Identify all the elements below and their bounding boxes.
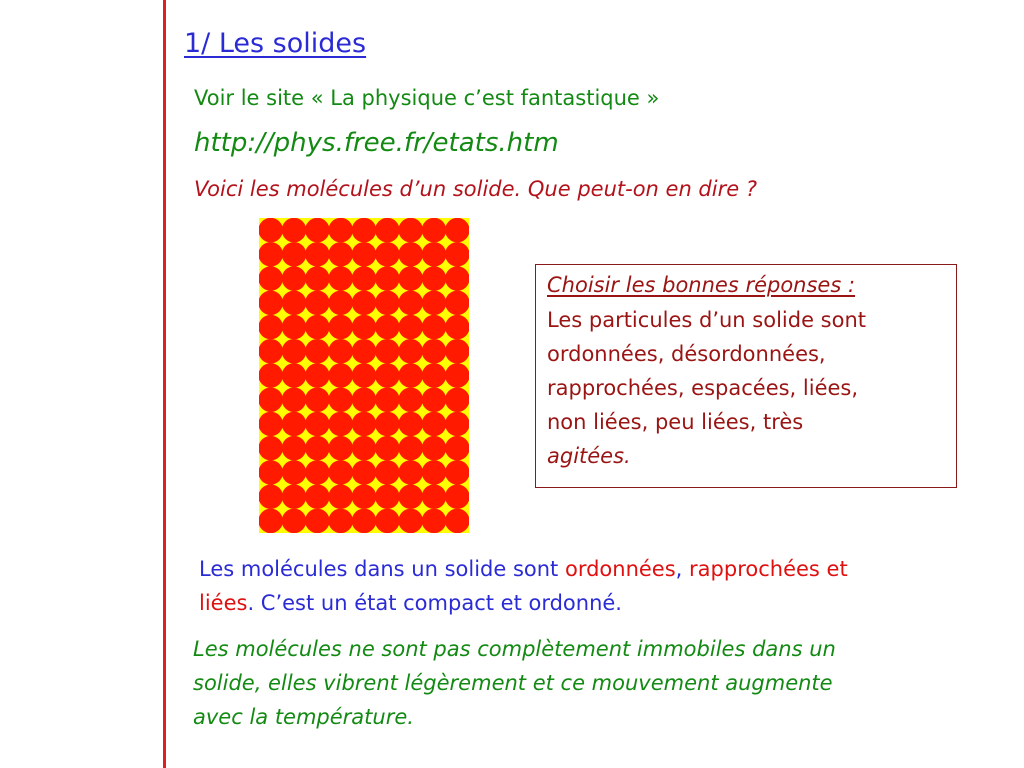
- molecule: [445, 242, 469, 267]
- molecule: [328, 218, 353, 242]
- molecule: [352, 266, 377, 291]
- molecule: [259, 436, 283, 461]
- molecule: [282, 315, 307, 340]
- molecule: [445, 218, 469, 242]
- vibration-note: [193, 632, 1003, 734]
- molecule: [422, 315, 447, 340]
- molecule: [422, 387, 447, 412]
- molecule: [328, 412, 353, 437]
- answer-text: [199, 552, 1009, 620]
- molecule: [259, 266, 283, 291]
- choice-box: [535, 264, 957, 488]
- choice-options-4: agitées.: [547, 444, 631, 468]
- molecule: [422, 460, 447, 485]
- molecule: [422, 339, 447, 364]
- molecule: [398, 291, 423, 316]
- molecule: [375, 412, 400, 437]
- molecule: [352, 218, 377, 242]
- molecule: [305, 412, 330, 437]
- choice-body: [547, 303, 946, 473]
- molecule: [305, 509, 330, 533]
- molecule: [305, 291, 330, 316]
- molecule: [328, 460, 353, 485]
- molecule: [282, 460, 307, 485]
- molecule: [375, 339, 400, 364]
- molecule: [398, 339, 423, 364]
- molecule: [328, 363, 353, 388]
- molecule: [328, 339, 353, 364]
- molecule: [445, 339, 469, 364]
- answer-part1: Les molécules dans un solide sont: [199, 557, 565, 581]
- molecule: [352, 460, 377, 485]
- molecule: [328, 436, 353, 461]
- molecule: [422, 291, 447, 316]
- solid-molecule-lattice: [259, 218, 469, 533]
- molecule: [305, 387, 330, 412]
- molecule: [305, 315, 330, 340]
- molecule: [305, 218, 330, 242]
- molecule: [445, 315, 469, 340]
- molecule: [375, 363, 400, 388]
- lattice-drawing: [259, 218, 469, 533]
- molecule: [398, 460, 423, 485]
- molecule: [259, 460, 283, 485]
- molecule: [375, 291, 400, 316]
- molecule: [375, 387, 400, 412]
- molecule: [282, 291, 307, 316]
- molecule: [422, 363, 447, 388]
- molecule: [328, 484, 353, 509]
- molecule: [352, 436, 377, 461]
- note-line-2: solide, elles vibrent légèrement et ce mouvement augmente: [193, 671, 833, 695]
- choice-options-2: rapprochées, espacées, liées,: [547, 376, 859, 400]
- molecule: [259, 218, 283, 242]
- molecule: [375, 218, 400, 242]
- molecule: [398, 387, 423, 412]
- molecule: [282, 484, 307, 509]
- choice-options-3: non liées, peu liées, très: [547, 410, 804, 434]
- molecule: [375, 315, 400, 340]
- molecule: [352, 315, 377, 340]
- molecule: [259, 363, 283, 388]
- molecule: [445, 436, 469, 461]
- molecule: [445, 484, 469, 509]
- note-line-1: Les molécules ne sont pas complètement immobiles dans un: [193, 637, 836, 661]
- molecule: [375, 242, 400, 267]
- molecule: [422, 436, 447, 461]
- molecule: [282, 509, 307, 533]
- answer-part2: . C’est un état compact et ordonné.: [247, 591, 622, 615]
- molecule: [352, 242, 377, 267]
- molecule: [259, 315, 283, 340]
- molecule: [398, 315, 423, 340]
- question-text: Voici les molécules d’un solide. Que peut-on en dire ?: [194, 177, 757, 201]
- answer-et: et: [819, 557, 848, 581]
- molecule: [259, 339, 283, 364]
- molecule: [282, 436, 307, 461]
- choice-heading: Choisir les bonnes réponses :: [547, 273, 856, 297]
- molecule: [352, 484, 377, 509]
- molecule: [398, 266, 423, 291]
- margin-line: [163, 0, 166, 768]
- molecule: [328, 291, 353, 316]
- molecule: [398, 218, 423, 242]
- molecule: [445, 363, 469, 388]
- molecule: [352, 363, 377, 388]
- molecule: [445, 509, 469, 533]
- molecule: [305, 339, 330, 364]
- choice-intro: Les particules d’un solide sont: [547, 308, 867, 332]
- molecule: [422, 266, 447, 291]
- molecule: [352, 412, 377, 437]
- site-url[interactable]: http://phys.free.fr/etats.htm: [194, 128, 559, 158]
- molecule: [375, 436, 400, 461]
- molecule: [375, 509, 400, 533]
- answer-comma: ,: [675, 557, 690, 581]
- molecule: [259, 412, 283, 437]
- molecule: [445, 266, 469, 291]
- molecule: [259, 242, 283, 267]
- molecule: [259, 484, 283, 509]
- answer-liees: liées: [199, 591, 248, 615]
- molecule: [305, 266, 330, 291]
- molecule: [422, 242, 447, 267]
- site-reference: Voir le site « La physique c’est fantastique »: [194, 86, 660, 110]
- molecule: [445, 291, 469, 316]
- molecule: [398, 363, 423, 388]
- molecule: [282, 339, 307, 364]
- molecule: [328, 266, 353, 291]
- choice-options-1: ordonnées, désordonnées,: [547, 342, 826, 366]
- answer-rapprochees: rapprochées: [689, 557, 820, 581]
- molecule: [422, 218, 447, 242]
- molecule: [398, 412, 423, 437]
- molecule: [282, 218, 307, 242]
- molecule: [445, 460, 469, 485]
- molecule: [282, 412, 307, 437]
- molecule: [282, 387, 307, 412]
- molecule: [305, 363, 330, 388]
- molecule: [328, 509, 353, 533]
- molecule: [422, 412, 447, 437]
- molecule: [445, 412, 469, 437]
- molecule: [328, 387, 353, 412]
- molecule: [398, 509, 423, 533]
- answer-ordonnees: ordonnées: [564, 557, 676, 581]
- molecule: [305, 484, 330, 509]
- molecule: [259, 387, 283, 412]
- molecule: [259, 509, 283, 533]
- molecule: [282, 363, 307, 388]
- molecule: [422, 509, 447, 533]
- molecule: [328, 242, 353, 267]
- page-title: 1/ Les solides: [184, 28, 367, 59]
- molecule: [445, 387, 469, 412]
- molecule: [352, 509, 377, 533]
- molecule: [352, 291, 377, 316]
- molecule: [375, 266, 400, 291]
- molecule: [352, 387, 377, 412]
- molecule: [305, 460, 330, 485]
- molecule: [282, 266, 307, 291]
- molecule: [305, 242, 330, 267]
- molecule: [375, 484, 400, 509]
- molecule: [259, 291, 283, 316]
- molecule: [398, 242, 423, 267]
- note-line-3: avec la température.: [193, 705, 414, 729]
- molecule: [375, 460, 400, 485]
- molecule: [305, 436, 330, 461]
- molecule: [282, 242, 307, 267]
- molecule: [398, 436, 423, 461]
- molecule: [352, 339, 377, 364]
- molecule: [398, 484, 423, 509]
- molecule: [328, 315, 353, 340]
- molecule: [422, 484, 447, 509]
